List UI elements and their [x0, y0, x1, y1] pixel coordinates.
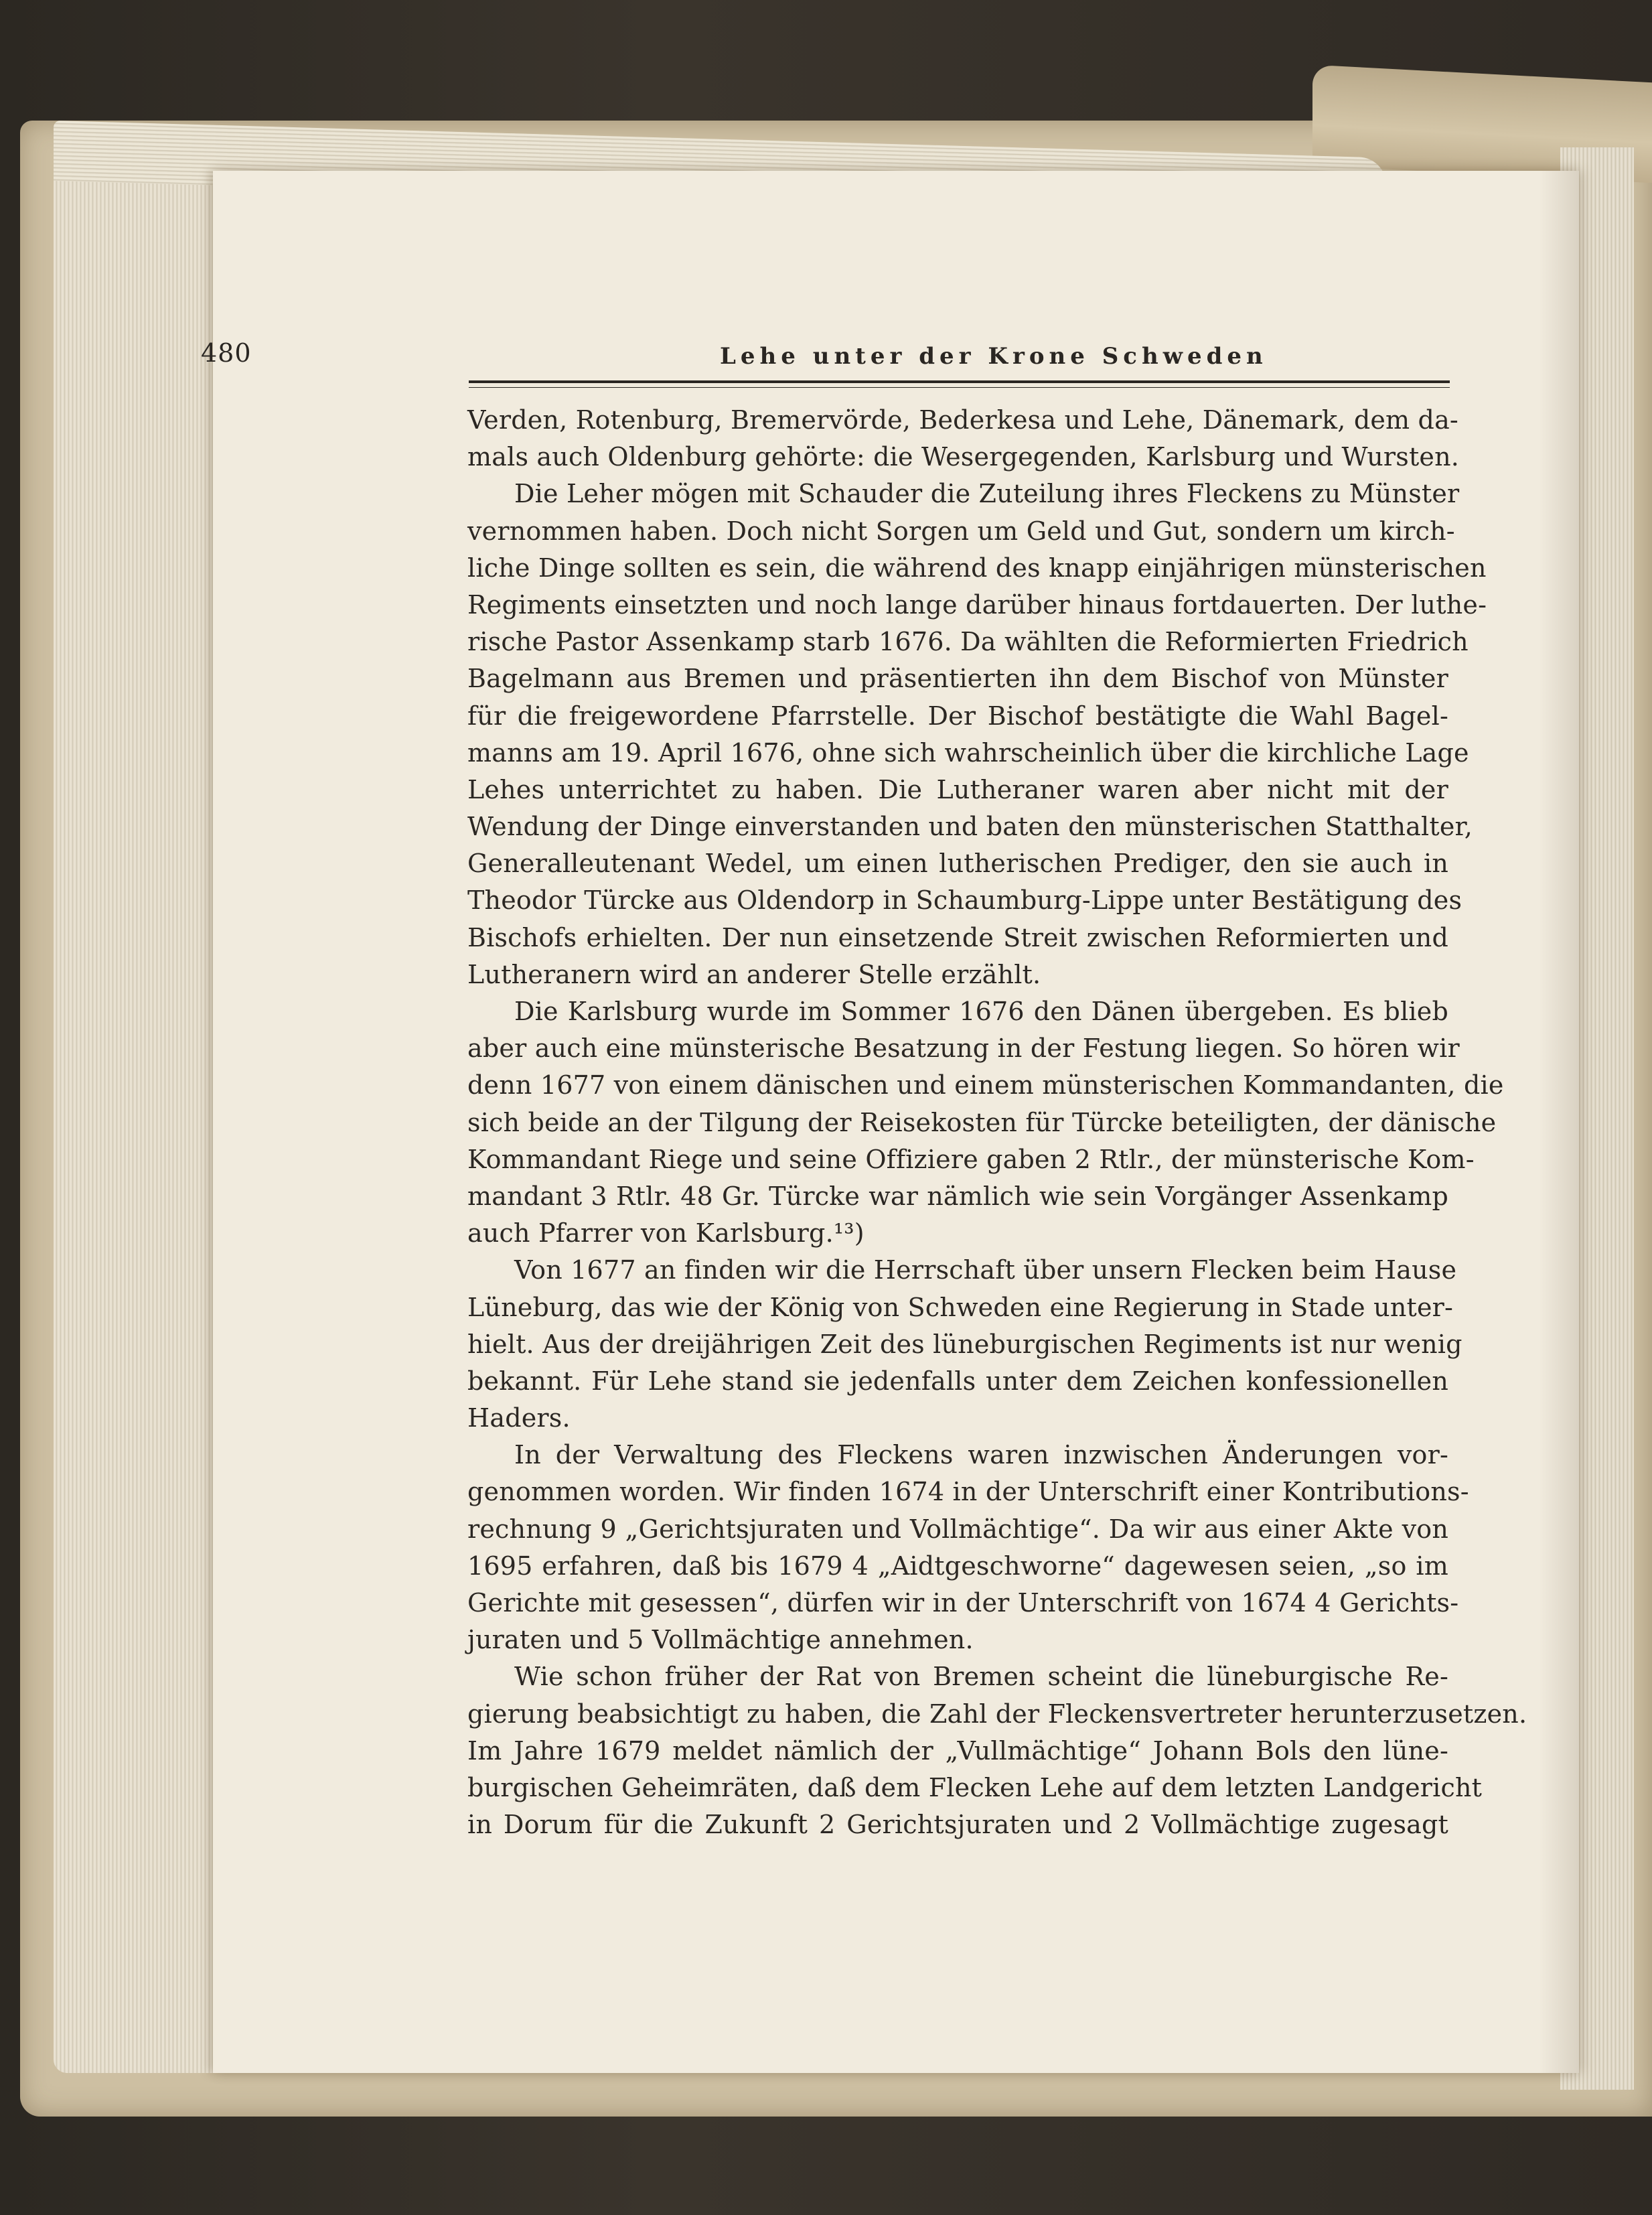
- text-line: Die Karlsburg wurde im Sommer 1676 den Dänen übergeben. Es blieb: [514, 997, 1448, 1026]
- text-line: Generalleutenant Wedel, um einen lutherischen Prediger, den sie auch in: [467, 849, 1448, 879]
- text-line: liche Dinge sollten es sein, die während des knapp einjährigen münsterischen: [467, 553, 1487, 583]
- text-line: Bischofs erhielten. Der nun einsetzende Streit zwischen Reformierten und: [467, 922, 1448, 952]
- text-line: Lüneburg, das wie der König von Schweden eine Regierung in Stade unter-: [467, 1292, 1454, 1322]
- text-line: rische Pastor Assenkamp starb 1676. Da wählten die Reformierten Friedrich: [467, 627, 1469, 657]
- text-line: denn 1677 von einem dänischen und einem münsterischen Kommandanten, die: [467, 1070, 1504, 1100]
- text-line: Lutheranern wird an anderer Stelle erzählt.: [467, 959, 1041, 989]
- text-line: juraten und 5 Vollmächtige annehmen.: [467, 1625, 974, 1655]
- header-rule-thin: [469, 387, 1450, 388]
- text-line: Verden, Rotenburg, Bremervörde, Bederkesa und Lehe, Dänemark, dem da-: [467, 405, 1458, 435]
- text-line: Lehes unterrichtet zu haben. Die Lutheraner waren aber nicht mit der: [467, 774, 1448, 804]
- text-line: mals auch Oldenburg gehörte: die Wesergegenden, Karlsburg und Wursten.: [467, 442, 1460, 472]
- text-line: genommen worden. Wir finden 1674 in der Unterschrift einer Kontributions-: [467, 1477, 1469, 1507]
- text-line: sich beide an der Tilgung der Reisekosten für Türcke beteiligten, der dänische: [467, 1107, 1497, 1137]
- text-line: aber auch eine münsterische Besatzung in der Festung liegen. So hören wir: [467, 1033, 1460, 1064]
- text-line: Gerichte mit gesessen“, dürfen wir in der Unterschrift von 1674 4 Gerichts-: [467, 1588, 1459, 1618]
- text-line: vernommen haben. Doch nicht Sorgen um Geld und Gut, sondern um kirch-: [467, 516, 1455, 546]
- text-line: Regiments einsetzten und noch lange darüber hinaus fortdauerten. Der luthe-: [467, 589, 1487, 620]
- text-line: Wendung der Dinge einverstanden und baten den münsterischen Statthalter,: [467, 812, 1473, 842]
- text-line: Theodor Türcke aus Oldendorp in Schaumburg-Lippe unter Bestätigung des: [467, 885, 1462, 916]
- text-line: Im Jahre 1679 meldet nämlich der „Vullmächtige“ Johann Bols den lüne-: [467, 1735, 1448, 1766]
- text-line: In der Verwaltung des Fleckens waren inzwischen Änderungen vor-: [514, 1440, 1448, 1470]
- text-line: mandant 3 Rtlr. 48 Gr. Türcke war nämlich wie sein Vorgänger Assenkamp: [467, 1181, 1448, 1211]
- text-line: Von 1677 an finden wir die Herrschaft über unsern Flecken beim Hause: [514, 1255, 1457, 1285]
- text-line: hielt. Aus der dreijährigen Zeit des lüneburgischen Regiments ist nur wenig: [467, 1329, 1462, 1359]
- text-line: in Dorum für die Zukunft 2 Gerichtsjuraten und 2 Vollmächtige zugesagt: [467, 1810, 1448, 1840]
- text-line: Haders.: [467, 1403, 571, 1433]
- header-rule: [469, 380, 1450, 383]
- text-line: manns am 19. April 1676, ohne sich wahrscheinlich über die kirchliche Lage: [467, 737, 1469, 768]
- text-line: Kommandant Riege und seine Offiziere gaben 2 Rtlr., der münsterische Kom-: [467, 1144, 1475, 1174]
- text-line: Bagelmann aus Bremen und präsentierten ihn dem Bischof von Münster: [467, 664, 1448, 694]
- text-line: für die freigewordene Pfarrstelle. Der Bischof bestätigte die Wahl Bagel-: [467, 701, 1448, 731]
- text-line: Die Leher mögen mit Schauder die Zuteilung ihres Fleckens zu Münster: [514, 479, 1460, 509]
- text-line: Wie schon früher der Rat von Bremen scheint die lüneburgische Re-: [514, 1662, 1448, 1692]
- text-line: 1695 erfahren, daß bis 1679 4 „Aidtgeschworne“ dagewesen seien, „so im: [467, 1551, 1448, 1581]
- gutter-shadow: [1539, 171, 1579, 2073]
- text-line: bekannt. Für Lehe stand sie jedenfalls unter dem Zeichen konfessionellen: [467, 1366, 1448, 1396]
- text-line: auch Pfarrer von Karlsburg.¹³): [467, 1218, 865, 1248]
- running-head: Lehe unter der Krone Schweden: [720, 343, 1268, 370]
- text-line: rechnung 9 „Gerichtsjuraten und Vollmächtige“. Da wir aus einer Akte von: [467, 1514, 1448, 1544]
- text-line: burgischen Geheimräten, daß dem Flecken Lehe auf dem letzten Landgericht: [467, 1772, 1483, 1802]
- page-number: 480: [201, 338, 252, 368]
- text-line: gierung beabsichtigt zu haben, die Zahl der Fleckensvertreter herunterzusetzen.: [467, 1699, 1527, 1729]
- body-text: [467, 402, 1527, 1843]
